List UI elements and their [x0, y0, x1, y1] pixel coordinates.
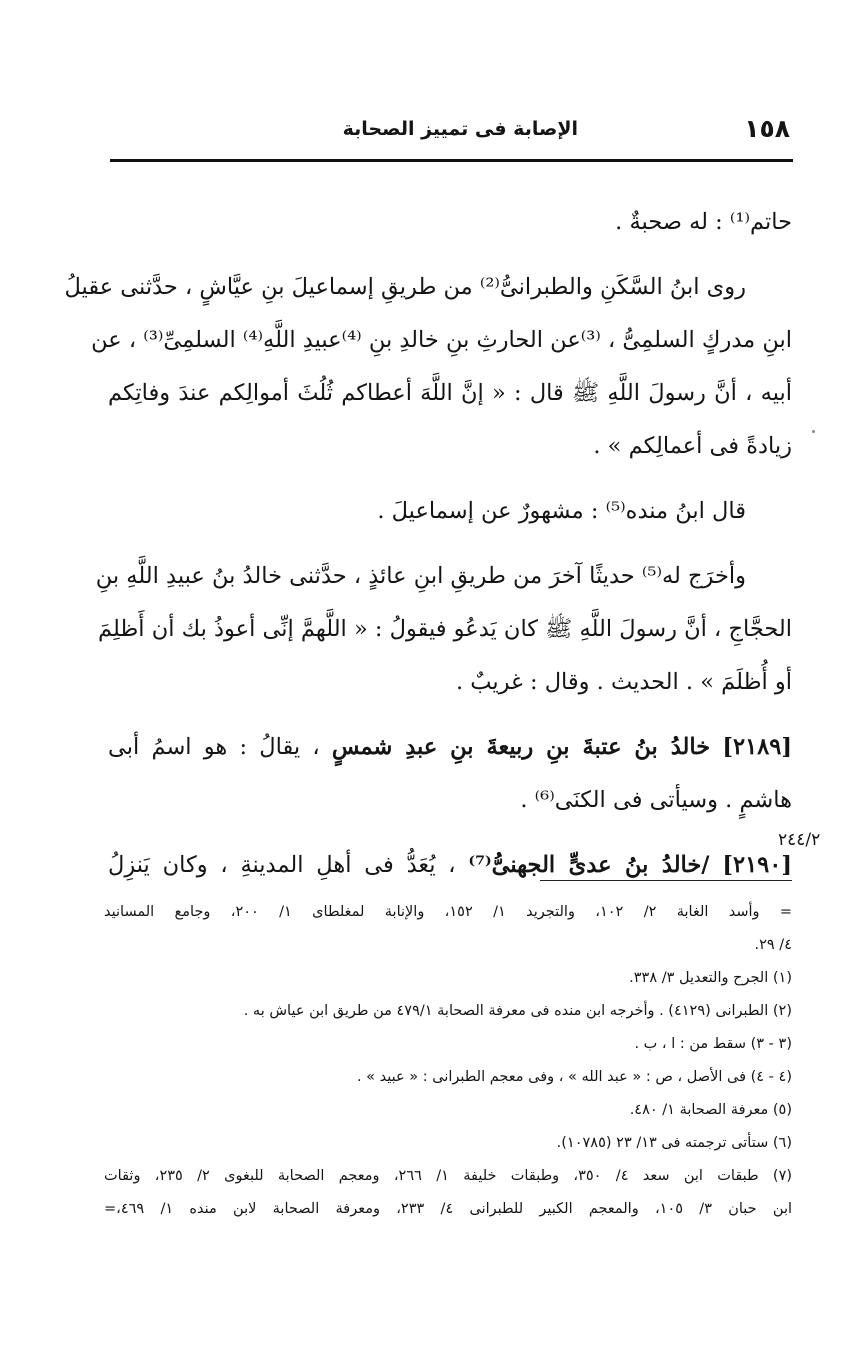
footnote-line: (٢) الطبرانى (٤١٢٩) . وأخرجه ابن منده فى معرفة الصحابة ٤٧٩/١ من طريق ابن عياش به .	[243, 1003, 792, 1019]
text-line-7: وأخرَج له⁽⁵⁾ حديثًا آخرَ من طريقِ ابنِ عائذٍ ، حدَّثنى خالدُ بنُ عبيدِ اللَّهِ بنِ	[95, 563, 746, 589]
entry-2190-name: /خالدُ بنُ عدىٍّ الجهنىُّ⁽⁷⁾	[468, 852, 710, 878]
margin-volume-reference: ٢٤٤/٢	[778, 830, 821, 850]
entry-2189-heading	[108, 721, 792, 774]
running-title: الإصابة فى تمييز الصحابة	[342, 118, 578, 140]
footnote-line: (١) الجرح والتعديل ٣/ ٣٣٨.	[629, 970, 792, 986]
entry-2190-number: [٢١٩٠]	[722, 852, 792, 878]
entry-2189-rest: ، يقالُ : هو اسمُ أبى	[108, 734, 320, 760]
text-line-2: روى ابنُ السَّكَنِ والطبرانىُّ⁽²⁾ من طريقِ إسماعيلَ بنِ عيَّاشٍ ، حدَّثنى عقيلُ	[64, 274, 746, 300]
margin-dot	[812, 430, 815, 433]
main-text	[64, 196, 793, 892]
text-line-1: حاتم⁽¹⁾ : له صحبةٌ .	[615, 209, 792, 235]
entry-2189-name: خالدُ بنُ عتبةَ بنِ ربيعةَ بنِ عبدِ شمسٍ	[331, 734, 711, 760]
header-rule	[110, 159, 793, 162]
footnote-line: (٣ - ٣) سقط من : ا ، ب .	[634, 1036, 792, 1052]
footnote-line: ابن حبان ٣/ ١٠٥، والمعجم الكبير للطبرانى ٤/ ٢٣٣، ومعرفة الصحابة لابن منده ١/ ٤٦٩،=	[104, 1201, 793, 1217]
text-line-8: الحجَّاجِ ، أنَّ رسولَ اللَّهِ ﷺ كان يَدعُو فيقولُ : « اللَّهمَّ إنِّى أعوذُ بك أن أَظلِمَ	[97, 616, 792, 642]
footnote-line: ٤/ ٢٩.	[754, 937, 792, 953]
text-line-5: زيادةً فى أعمالِكم » .	[593, 433, 792, 459]
text-line-9: أو أُظلَمَ » . الحديث . وقال : غريبٌ .	[455, 669, 792, 695]
footnote-line: (٦) ستأتى ترجمته فى ١٣/ ٢٣ (١٠٧٨٥).	[556, 1135, 792, 1151]
footnote-line: = وأسد الغابة ٢/ ١٠٢، والتجريد ١/ ١٥٢، والإنابة لمغلطاى ١/ ٢٠٠، وجامع المسانيد	[104, 904, 793, 920]
text-line-3: ابنِ مدركٍ السلمِىُّ ، ⁽³⁾عن الحارثِ بنِ خالدِ بنِ ⁽⁴⁾عبيدِ اللَّهِ⁽⁴⁾ السلمِىِّ⁽³⁾ ، عن	[91, 327, 792, 353]
page-header	[110, 114, 790, 150]
footnote-line: (٧) طبقات ابن سعد ٤/ ٣٥٠، وطبقات خليفة ١/ ٢٦٦، ومعجم الصحابة للبغوى ٢/ ٢٣٥، وثقات	[104, 1168, 793, 1184]
page-number: ١٥٨	[744, 114, 790, 143]
entry-2190-rest: ، يُعَدُّ فى أهلِ المدينةِ ، وكان يَنزِلُ	[108, 852, 456, 878]
entry-2189-number: [٢١٨٩]	[722, 734, 793, 760]
footnote-separator	[540, 880, 792, 881]
entry-2190-heading	[108, 839, 792, 892]
footnote-line: (٤ - ٤) فى الأصل ، ص : « عبد الله » ، وفى معجم الطبرانى : « عبيد » .	[356, 1069, 792, 1085]
text-line-4: أبيه ، أنَّ رسولَ اللَّهِ ﷺ قال : « إنَّ اللَّهَ أعطاكم ثُلُثَ أموالِكم عندَ وفاتِكم	[108, 380, 792, 406]
footnote-line: (٥) معرفة الصحابة ١/ ٤٨٠.	[629, 1102, 792, 1118]
text-line-6: قال ابنُ منده⁽⁵⁾ : مشهورٌ عن إسماعيلَ .	[377, 498, 746, 524]
text-line-10: هاشمٍ . وسيأتى فى الكنَى⁽⁶⁾ .	[520, 787, 792, 813]
footnotes	[104, 896, 792, 1226]
